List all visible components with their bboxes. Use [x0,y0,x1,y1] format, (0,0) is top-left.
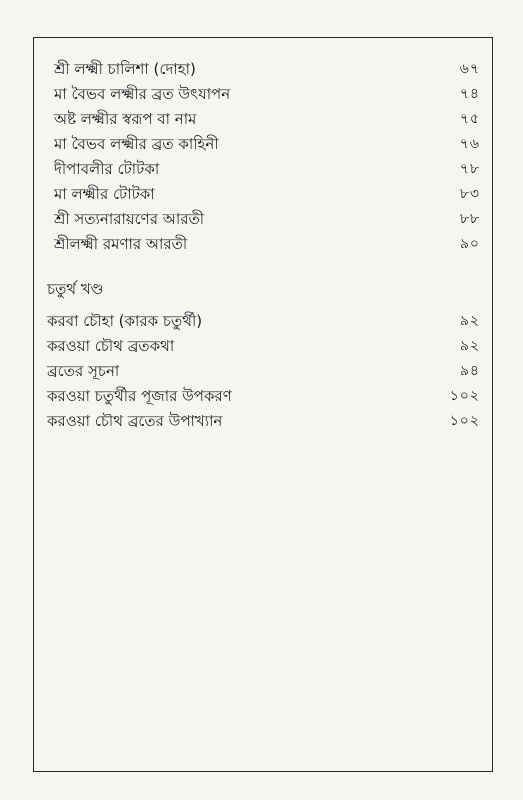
toc-entry [34,383,492,409]
toc-entry-page: ৮৮ [459,211,480,227]
toc-entry-title: মা বৈভব লক্ষ্মীর ব্রত কাহিনী [54,135,219,153]
toc-entry-title: করওয়া চতুর্থীর পূজার উপকরণ [47,387,232,405]
toc-entry [34,358,492,384]
toc-entry-page: ৯০ [459,236,480,252]
toc-entry-page: ৭৮ [459,161,480,177]
toc-entry-page: ১০২ [449,413,480,429]
toc-entry-page: ৭৪ [459,86,480,102]
toc-entry-page: ৭৬ [459,136,480,152]
toc-entry-title: শ্রীলক্ষ্মী রমণার আরতী [54,235,188,253]
toc-entry [34,156,492,182]
toc-entry [34,206,492,232]
toc-entry-title: মা লক্ষ্মীর টোটকা [54,185,155,203]
toc-entry-page: ৯৪ [459,363,480,379]
toc-entry [34,181,492,207]
toc-entry [34,81,492,107]
toc-entry [34,131,492,157]
toc-entry-title: অষ্ট লক্ষ্মীর স্বরূপ বা নাম [54,110,197,128]
contents-frame [33,37,493,772]
toc-entry [34,408,492,434]
toc-entry-title: করবা চৌহা (কারক চতুর্থী) [47,312,203,330]
toc-entry-page: ১০২ [449,388,480,404]
toc-entry-title: দীপাবলীর টোটকা [54,160,160,178]
toc-entry-page: ৯২ [459,338,480,354]
toc-entry-title: করওয়া চৌথ ব্রতকথা [47,337,175,355]
toc-entry-page: ৬৭ [459,61,480,77]
toc-entry-page: ৮৩ [459,186,480,202]
toc-entry-title: করওয়া চৌথ ব্রতের উপাখ্যান [47,412,223,430]
toc-entry [34,231,492,257]
toc-entry-page: ৯২ [459,313,480,329]
toc-entry [34,56,492,82]
section-heading: চতুর্থ খণ্ড [47,280,104,298]
toc-entry-title: ব্রতের সূচনা [47,362,120,380]
toc-entry-page: ৭৫ [459,111,480,127]
toc-entry [34,333,492,359]
toc-entry-title: শ্রী সত্যনারায়ণের আরতী [54,210,205,228]
toc-entry-title: শ্রী লক্ষ্মী চালিশা (দোহা) [54,60,196,78]
toc-entry [34,308,492,334]
toc-entry-title: মা বৈভব লক্ষ্মীর ব্রত উৎযাপন [54,85,231,103]
toc-entry [34,106,492,132]
